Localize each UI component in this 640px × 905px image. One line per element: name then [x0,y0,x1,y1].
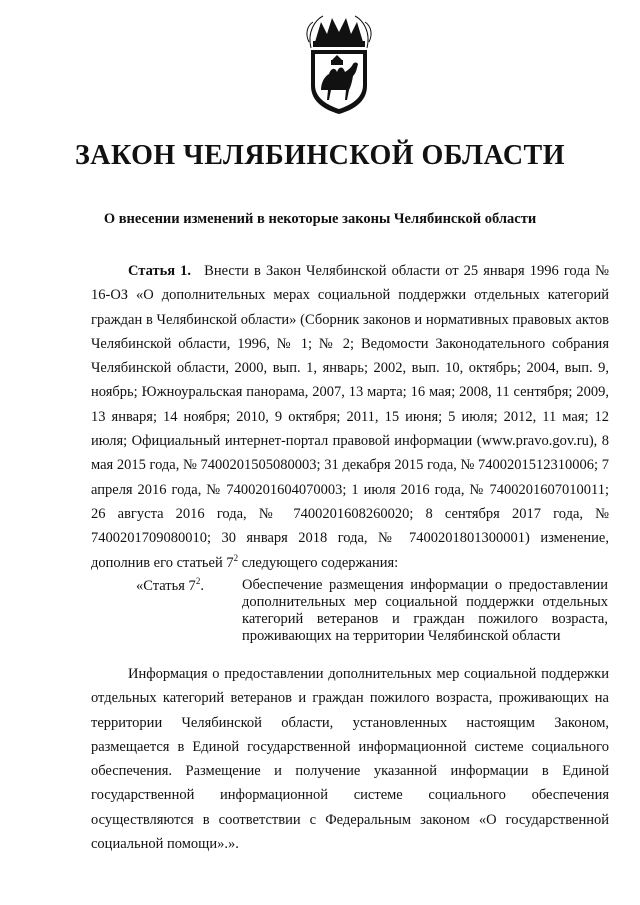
inserted-article-label-end: . [200,578,204,594]
inserted-article-label [136,578,204,595]
article-1-paragraph [91,259,609,575]
article-number-superscript: 2 [233,552,239,563]
law-title: ЗАКОН ЧЕЛЯБИНСКОЙ ОБЛАСТИ [74,140,566,171]
inserted-article-title: Обеспечение размещения информации о предоставлении дополнительных мер социальной поддержки отдельных категорий ветеранов и граждан пожилого возраста, проживающих на территории Челябинской области [242,577,608,644]
law-subtitle: О внесении изменений в некоторые законы Челябинской области [103,211,537,227]
inserted-article-label-text: «Статья 7 [136,578,196,594]
article-1-heading: Статья 1. [128,263,192,279]
article-7-2-paragraph: Информация о предоставлении дополнительных мер социальной поддержки отдельных категорий ветеранов и граждан пожилого возраста, проживающих на территории Челябинской области, установленных настоящим Законом, размещается в Единой государственной информационной системе социального обеспечения. Размещение и получение указанной информации в Единой государственной информационной системе социального обеспечения осуществляются в соответствии с Федеральным законом «О государственной социальной помощи».». [91,666,609,853]
chelyabinsk-coat-of-arms-icon [301,12,377,116]
inserted-article-label-superscript: 2 [195,576,201,586]
article-1-text-end: следующего содержания: [238,554,399,571]
article-1-text: Внести в Закон Челябинской области от 25 января 1996 года № 16-ОЗ «О дополнительных мерах социальной поддержки отдельных категорий граждан в Челябинской области» (Сборник законов и нормативных правовых актов Челябинской области, 1996, № 1; № 2; Ведомости Законодательного собрания Челябинской области, 2000, вып. 1, январь; 2002, вып. 10, октябрь; 2004, вып. 9, ноябрь; Южноуральская панорама, 2007, 13 марта; 16 мая; 2008, 11 сентября; 2009, 13 января; 14 ноября; 2010, 9 октября; 2011, 15 июня; 5 июля; 2012, 11 мая; 12 июля; Официальный интернет-портал правовой информации (www.pravo.gov.ru), 8 мая 2015 года, № 7400201505080003; 31 декабря 2015 года, № 7400201512310006; 7 апреля 2016 года, № 7400201604070003; 1 июля 2016 года, № 7400201607010011; 26 августа 2016 года, № 7400201608260020; 8 сентября 2017 года, № 7400201709080010; 30 января 2018 года, № 7400201801300001) изменение, дополнив его статьей 7 [91,263,609,571]
